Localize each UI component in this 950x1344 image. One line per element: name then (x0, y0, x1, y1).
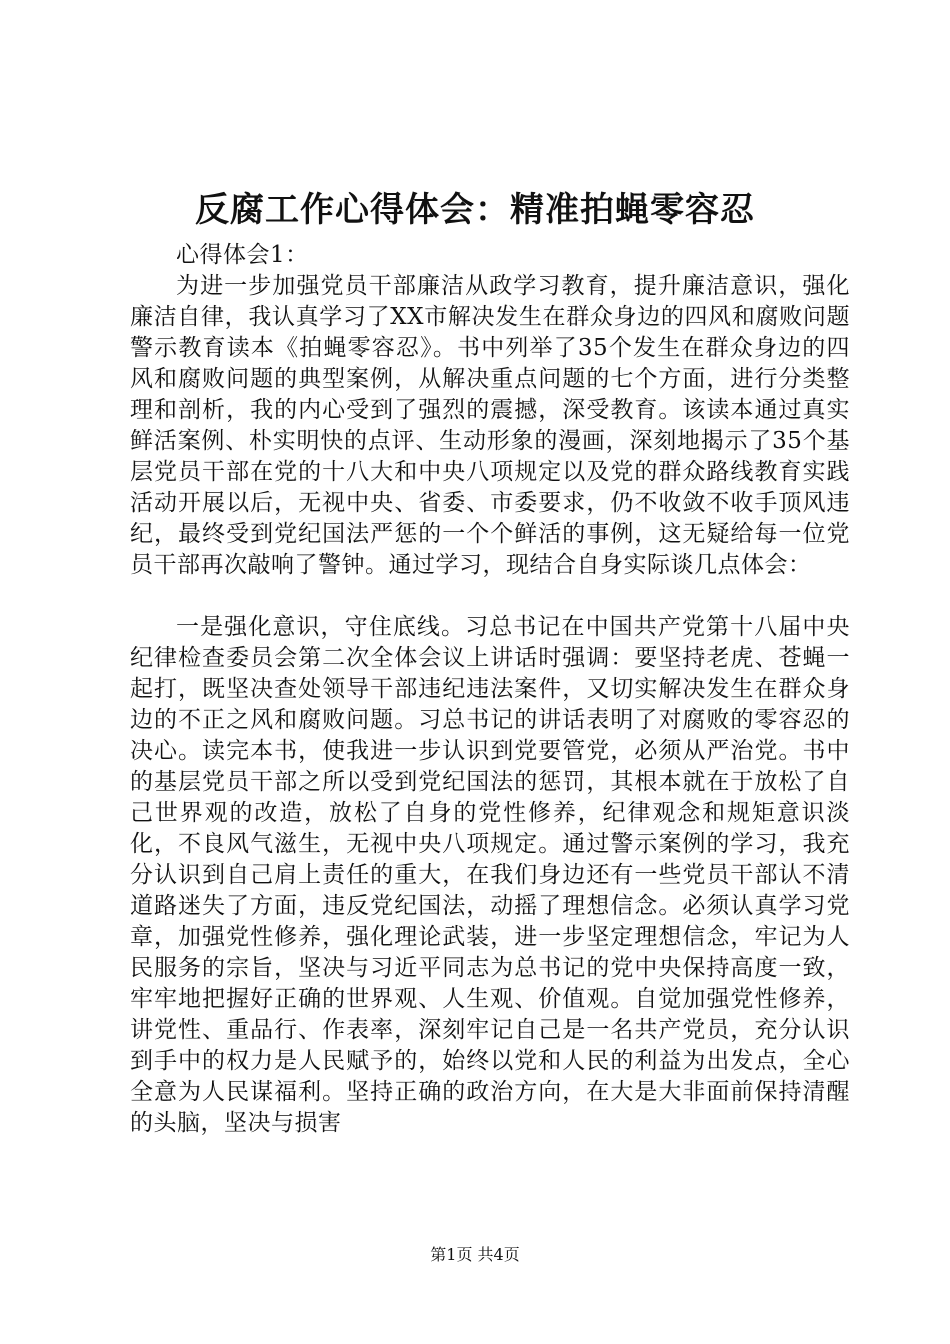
paragraph-point-one: 一是强化意识，守住底线。习总书记在中国共产党第十八届中央纪律检查委员会第二次全体会议上讲话时强调：要坚持老虎、苍蝇一起打，既坚决查处领导干部违纪违法案件，又切实解决发生在群众身边的不正之风和腐败问题。习总书记的讲话表明了对腐败的零容忍的决心。读完本书，使我进一步认识到党要管党，必须从严治党。书中的基层党员干部之所以受到党纪国法的惩罚，其根本就在于放松了自己世界观的改造，放松了自身的党性修养，纪律观念和规矩意识淡化，不良风气滋生，无视中央八项规定。通过警示案例的学习，我充分认识到自己肩上责任的重大，在我们身边还有一些党员干部认不清道路迷失了方面，违反党纪国法，动摇了理想信念。必须认真学习党章，加强党性修养，强化理论武装，进一步坚定理想信念，牢记为人民服务的宗旨，坚决与习近平同志为总书记的党中央保持高度一致，牢牢地把握好正确的世界观、人生观、价值观。自觉加强党性修养，讲党性、重品行、作表率，深刻牢记自己是一名共产党员，充分认识到手中的权力是人民赋予的，始终以党和人民的利益为出发点，全心全意为人民谋福利。坚持正确的政治方向，在大是大非面前保持清醒的头脑，坚决与损害 (130, 614, 850, 1136)
paragraph-intro: 为进一步加强党员干部廉洁从政学习教育，提升廉洁意识，强化廉洁自律，我认真学习了XX市解决发生在群众身边的四风和腐败问题警示教育读本《拍蝇零容忍》。书中列举了35个发生在群众身边的四风和腐败问题的典型案例，从解决重点问题的七个方面，进行分类整理和剖析，我的内心受到了强烈的震撼，深受教育。该读本通过真实鲜活案例、朴实明快的点评、生动形象的漫画，深刻地揭示了35个基层党员干部在党的十八大和中央八项规定以及党的群众路线教育实践活动开展以后，无视中央、省委、市委要求，仍不收敛不收手顶风违纪，最终受到党纪国法严惩的一个个鲜活的事例，这无疑给每一位党员干部再次敲响了警钟。通过学习，现结合自身实际谈几点体会： (130, 273, 850, 578)
document-body (130, 240, 850, 1139)
document-title: 反腐工作心得体会：精准拍蝇零容忍 (195, 190, 755, 230)
page-footer: 第1页 共4页 (430, 1245, 520, 1264)
section-label: 心得体会1： (176, 242, 309, 268)
